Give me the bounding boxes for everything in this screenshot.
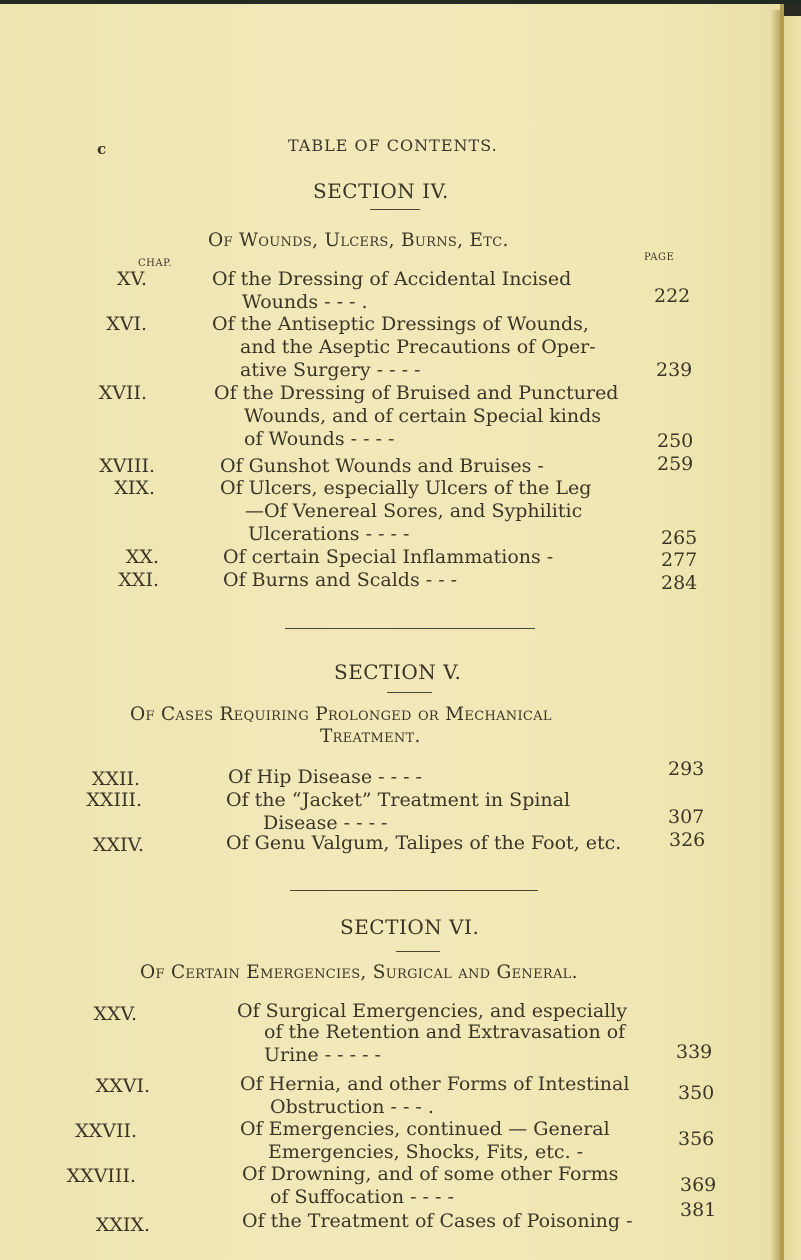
divider <box>370 209 420 210</box>
entry-title-cont: Urine - - - - - <box>264 1044 381 1066</box>
entry-title: Of Hip Disease - - - - <box>228 766 422 788</box>
binding-top <box>784 4 801 16</box>
entry-title: Of the Dressing of Accidental Incised <box>212 268 572 290</box>
chapter-number: XXVII. <box>75 1120 137 1142</box>
entry-title-cont: of the Retention and Extravasation of <box>264 1021 626 1043</box>
entry-title: Of Surgical Emergencies, and especially <box>237 1000 628 1022</box>
section-title: SECTION IV. <box>313 179 449 203</box>
section-divider <box>290 890 538 891</box>
page-number: 293 <box>668 758 705 780</box>
section-subtitle-cont: Treatment. <box>320 726 421 747</box>
chapter-number: XXV. <box>93 1003 137 1025</box>
entry-title: Of certain Special Inflammations - <box>223 546 554 568</box>
section-title: SECTION V. <box>334 660 462 684</box>
entry-title: Of the Dressing of Bruised and Punctured <box>214 382 619 404</box>
entry-title: Of Burns and Scalds - - - <box>223 569 458 591</box>
running-head: TABLE OF CONTENTS. <box>288 136 498 155</box>
chapter-number: XXI. <box>118 569 159 591</box>
chapter-number: XVI. <box>106 313 147 335</box>
entry-title: Of Hernia, and other Forms of Intestinal <box>240 1073 630 1095</box>
page-number: 284 <box>661 572 698 594</box>
entry-title-cont: of Suffocation - - - - <box>270 1186 454 1208</box>
chapter-number: XXII. <box>91 768 140 790</box>
divider <box>387 692 432 693</box>
section-subtitle: Of Certain Emergencies, Surgical and General. <box>140 962 578 983</box>
entry-title-cont: Wounds, and of certain Special kinds <box>244 405 602 427</box>
page-number: 326 <box>669 829 706 851</box>
chapter-number: XIX. <box>114 477 155 499</box>
page-number: 259 <box>657 453 694 475</box>
section-divider <box>285 628 535 629</box>
page-column-label: PAGE <box>644 252 675 263</box>
entry-title-cont: Emergencies, Shocks, Fits, etc. - <box>268 1141 584 1163</box>
chapter-number: XV. <box>117 268 147 290</box>
entry-title: Of Gunshot Wounds and Bruises - <box>220 455 544 477</box>
page-number: 350 <box>678 1082 715 1104</box>
page-number: 265 <box>661 527 698 549</box>
section-title: SECTION VI. <box>340 915 480 939</box>
chapter-number: XXVI. <box>95 1075 150 1097</box>
next-page-edge <box>784 14 801 1260</box>
entry-title: Of the “Jacket” Treatment in Spinal <box>226 789 571 811</box>
page-gutter-shadow <box>770 10 780 1260</box>
entry-title: Of Ulcers, especially Ulcers of the Leg <box>220 477 592 499</box>
page-number: 339 <box>676 1041 713 1063</box>
entry-title-cont: Obstruction - - - . <box>270 1096 434 1118</box>
chapter-number: XXIV. <box>93 834 144 856</box>
section-subtitle: Of Cases Requiring Prolonged or Mechanical <box>130 704 552 725</box>
entry-title: Of the Treatment of Cases of Poisoning - <box>242 1210 633 1232</box>
entry-title: Of Genu Valgum, Talipes of the Foot, etc. <box>226 832 622 854</box>
chapter-number: XVII. <box>98 382 147 404</box>
chapter-number: XXVIII. <box>66 1165 136 1187</box>
page-number: 239 <box>656 359 693 381</box>
entry-title-cont: Disease - - - - <box>263 812 388 834</box>
entry-title-cont: and the Aseptic Precautions of Oper- <box>240 336 596 358</box>
entry-title: Of Drowning, and of some other Forms <box>242 1163 619 1185</box>
entry-title: Of the Antiseptic Dressings of Wounds, <box>212 313 589 335</box>
page-number: 356 <box>678 1128 715 1150</box>
page-number: 277 <box>661 549 698 571</box>
page-number: 369 <box>680 1174 717 1196</box>
divider <box>396 951 440 952</box>
section-subtitle: Of Wounds, Ulcers, Burns, Etc. <box>208 230 509 251</box>
entry-title: Of Emergencies, continued — General <box>240 1118 610 1140</box>
chapter-number: XX. <box>125 546 159 568</box>
corner-mark: c <box>97 140 107 158</box>
chapter-number: XXIII. <box>86 789 142 811</box>
chapter-number: XVIII. <box>99 455 155 477</box>
entry-title-cont: ative Surgery - - - - <box>240 359 421 381</box>
page-number: 222 <box>654 285 691 307</box>
chapter-number: XXIX. <box>95 1214 150 1236</box>
page-number: 381 <box>680 1199 717 1221</box>
page-number: 250 <box>657 430 694 452</box>
entry-title-cont: —Of Venereal Sores, and Syphilitic <box>245 500 583 522</box>
entry-title-cont: Ulcerations - - - - <box>248 523 410 545</box>
entry-title-cont: of Wounds - - - - <box>244 428 395 450</box>
chapter-column-label: CHAP. <box>138 258 172 269</box>
entry-title-cont: Wounds - - - . <box>242 291 368 313</box>
page-number: 307 <box>668 806 705 828</box>
